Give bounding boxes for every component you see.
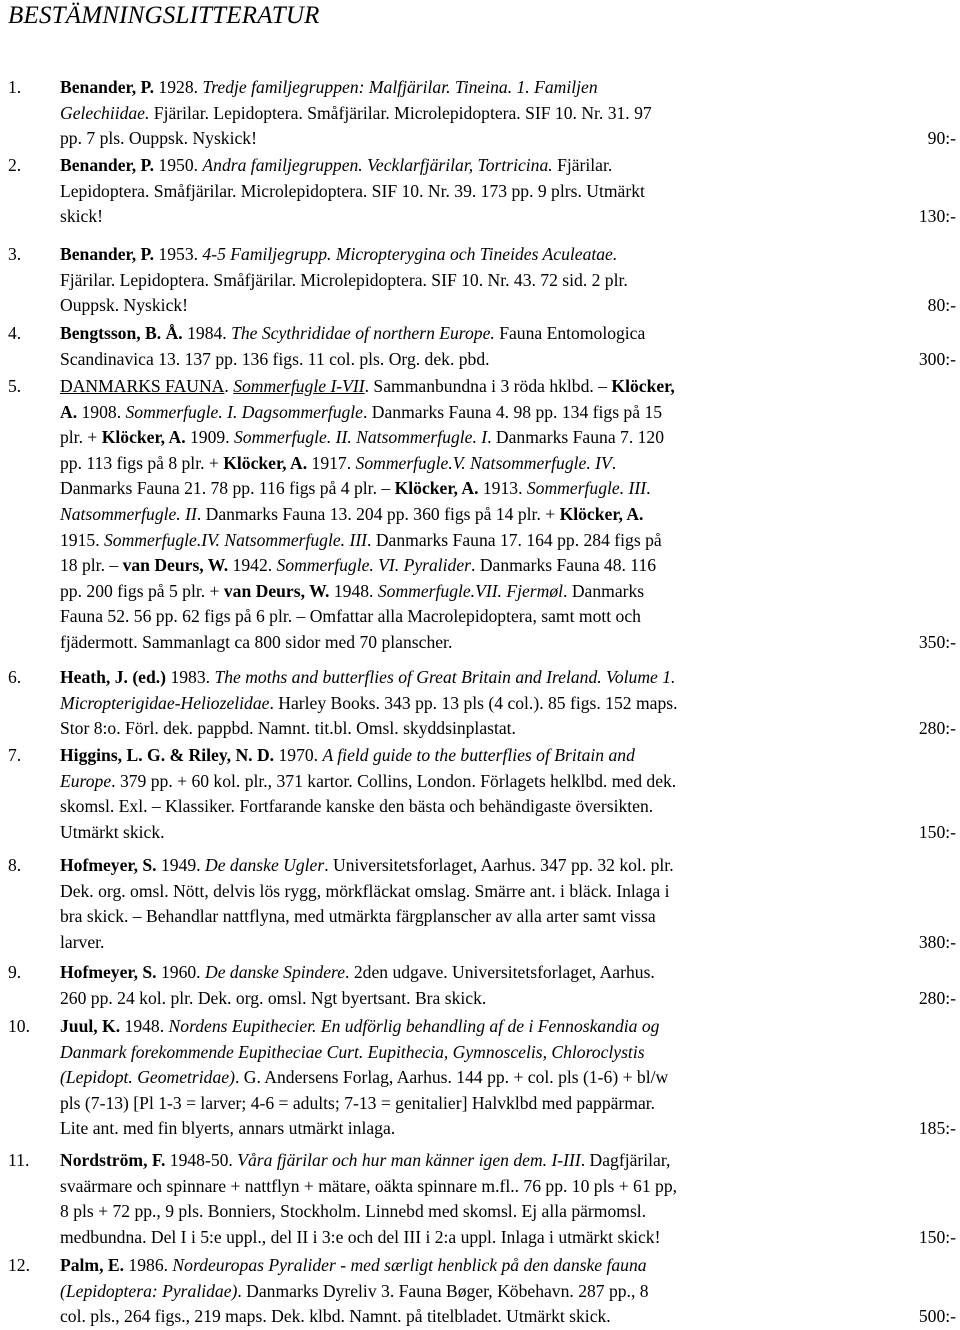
entry-line [60,604,830,630]
entry-segment: . Danmarks Dyreliv 3. Fauna Bøger, Köbehavn. 287 pp., 8 [237,1280,649,1301]
entry-line [60,374,830,400]
entry-segment: DANMARKS FAUNA [60,376,225,396]
entry-segment: pp. 113 figs på 8 plr. + [60,452,224,473]
entry-segment: 1948-50. [165,1150,238,1170]
entry-segment: . G. Andersens Forlag, Aarhus. 144 pp. + col. pls (1-6) + bl/w [234,1067,669,1088]
entry-line [60,1304,830,1330]
entry-line [60,691,830,717]
book-title: Andra familjegruppen. Vecklarfjärilar, Tortricina. [202,155,553,175]
entry-line [60,1014,830,1040]
entry-segment: 260 pp. 24 kol. plr. Dek. org. omsl. Ngt byertsant. Bra skick. [60,987,487,1008]
author-name: Hofmeyer, S. [60,962,157,982]
entry-price: 90:- [927,128,956,149]
entry-text [60,153,830,230]
entry-line [60,579,830,605]
entry-line [60,794,830,820]
entry-line [60,400,830,426]
entry-number: 4. [8,323,22,343]
entry-segment: 1942. [228,555,277,576]
entry-segment: . Danmarks Fauna 4. 98 pp. 134 figs på 15 [362,401,663,422]
entry-line [60,1225,830,1251]
entry-segment: Lepidoptera. Småfjärilar. Microlepidoptera. SIF 10. Nr. 39. 173 pp. 9 plrs. Utmärkt [60,180,645,201]
entry-line [60,986,830,1012]
entry-number: 6. [8,667,22,687]
entry-line [60,1174,830,1200]
entry-number: 7. [8,745,22,765]
entry-text [60,853,830,955]
entry-text [60,665,830,742]
entry-segment: . Sammanbundna i 3 röda hklbd. – [364,376,612,396]
entry-segment: Scandinavica 13. 137 pp. 136 figs. 11 col. pls. Org. dek. pbd. [60,348,490,369]
entry-segment: 1970. [274,745,323,765]
author-name: Klöcker, A. [101,427,186,448]
book-title: Våra fjärilar och hur man känner igen dem. I-III [237,1150,581,1170]
entry-segment: . Danmarks Fauna 48. 116 [471,555,657,576]
entry-text [60,321,830,372]
entry-price: 185:- [918,1118,956,1139]
entry-segment: larver. [60,931,105,952]
book-title: (Lepidopt. Geometridae) [60,1067,235,1088]
entry-text [60,960,830,1011]
entry-price: 130:- [918,206,956,227]
entry-segment: skomsl. Exl. – Klassiker. Fortfarande kanske den bästa och behändigaste översikten. [60,796,654,817]
entry-segment: Stor 8:o. Förl. dek. pappbd. Namnt. tit.bl. Omsl. skyddsinplastat. [60,718,516,739]
author-name: Juul, K. [60,1016,121,1036]
entry-line [60,1253,830,1279]
entry-segment: pp. 200 figs på 5 plr. + [60,580,224,601]
book-title: Sommerfugle. VI. Pyralider [276,555,472,576]
book-title: Nordeuropas Pyralider - med særligt henblick på den danske fauna [172,1255,647,1275]
entry-segment: 1983. [166,667,215,687]
entry-segment: col. pls., 264 figs., 219 maps. Dek. klbd. Namnt. på titelbladet. Utmärkt skick. [60,1306,611,1327]
entry-price: 150:- [918,1226,956,1247]
book-title: Sommerfugle.V. Natsommerfugle. IV [355,452,612,473]
entry-line [60,1279,830,1305]
entry-segment: . Harley Books. 343 pp. 13 pls (4 col.). 85 figs. 152 maps. [269,692,678,713]
entry-line [60,820,830,846]
entry-segment: . Dagfjärilar, [580,1150,671,1170]
entry-line [60,75,830,101]
entry-line [60,425,830,451]
entry-text [60,1014,830,1142]
entry-segment: 8 pls + 72 pp., 9 pls. Bonniers, Stockholm. Linnebd med skomsl. Ej alla pärmomsl. [60,1201,647,1222]
entry-line [60,904,830,930]
author-name: Higgins, L. G. & Riley, N. D. [60,745,275,765]
entry-segment: pls (7-13) [Pl 1-3 = larver; 4-6 = adults; 7-13 = genitalier] Halvklbd med pappärmar. [60,1092,656,1113]
entry-segment: medbundna. Del I i 5:e uppl., del II i 3:e och del III i 2:a uppl. Inlaga i utmärkt skick! [60,1226,661,1247]
entry-segment: . Danmarks Fauna 7. 120 [487,427,665,448]
entry-segment: fjädermott. Sammanlagt ca 800 sidor med 70 planscher. [60,631,453,652]
entry-segment: 1928. [154,77,203,97]
entry-line [60,716,830,742]
entry-segment: Fjärilar. Lepidoptera. Småfjärilar. Microlepidoptera. SIF 10. Nr. 43. 72 sid. 2 plr. [60,269,628,290]
book-title: The moths and butterflies of Great Britain and Ireland. Volume 1. [214,667,676,687]
entry-number: 2. [8,155,22,175]
book-title: Nordens Eupithecier. En udförlig behandling af de i Fennoskandia og [168,1016,660,1036]
book-title: Danmark forekommende Eupitheciae Curt. Eupithecia, Gymnoscelis, Chloroclystis [60,1041,645,1062]
entry-price: 380:- [918,931,956,952]
entry-segment: . Danmarks Fauna 17. 164 pp. 284 figs på [367,529,662,550]
author-name: Klöcker, [611,376,675,396]
entry-segment: 1950. [154,155,203,175]
entry-line [60,1199,830,1225]
book-title: Gelechiidae. [60,102,150,123]
author-name: van Deurs, W. [122,555,229,576]
entry-line [60,268,830,294]
book-title: Sommerfugle. III [526,478,647,499]
book-title: Sommerfugle. II. Natsommerfugle. I [234,427,488,448]
entry-segment: 1953. [154,244,203,264]
book-title: (Lepidoptera: Pyralidae) [60,1280,238,1301]
entry-segment: 1960. [156,962,205,982]
book-title: Sommerfugle.IV. Natsommerfugle. III [103,529,368,550]
author-name: A. [60,401,78,422]
author-name: Nordström, F. [60,1150,166,1170]
author-name: Benander, P. [60,77,155,97]
entry-number: 10. [8,1016,30,1036]
book-title: De danske Spindere [204,962,346,982]
entry-segment: Fjärilar. [552,155,613,175]
entry-line [60,630,830,656]
entry-number: 12. [8,1255,30,1275]
entry-segment: Fjärilar. Lepidoptera. Småfjärilar. Microlepidoptera. SIF 10. Nr. 31. 97 [149,102,652,123]
entry-line [60,930,830,956]
book-title: Sommerfugle. I. Dagsommerfugle [125,401,363,422]
entry-segment: 1984. [182,323,232,343]
book-title: A field guide to the butterflies of Britain and [322,745,635,765]
entry-text [60,743,830,845]
author-name: Benander, P. [60,244,155,264]
entry-text [60,75,830,152]
entry-segment: 1949. [156,855,205,875]
entry-segment: Ouppsk. Nyskick! [60,295,189,316]
entry-segment: plr. + [60,427,102,448]
entry-segment: skick! [60,206,103,227]
book-title: Sommerfugle I-VII [233,376,365,396]
entry-number: 5. [8,376,22,396]
entry-segment: Fauna 52. 56 pp. 62 figs på 6 plr. – Omfattar alla Macrolepidoptera, samt mott och [60,606,641,627]
entry-price: 80:- [927,295,956,316]
entry-text [60,1253,830,1330]
entry-line [60,528,830,554]
entry-segment: bra skick. – Behandlar nattflyna, med utmärkta färgplanscher av alla arter samt vissa [60,906,656,927]
entry-line [60,204,830,230]
author-name: Benander, P. [60,155,155,175]
entry-segment: . [646,478,651,499]
page-title: BESTÄMNINGSLITTERATUR [8,2,320,29]
entry-segment: Utmärkt skick. [60,821,165,842]
author-name: Hofmeyer, S. [60,855,157,875]
author-name: Klöcker, A. [559,503,644,524]
entry-segment: 1913. [478,478,527,499]
entry-text [60,1148,830,1250]
entry-line [60,853,830,879]
entry-price: 500:- [918,1306,956,1327]
author-name: Heath, J. (ed.) [60,667,167,687]
entry-number: 8. [8,855,22,875]
entry-line [60,960,830,986]
entry-line [60,502,830,528]
entry-line [60,1116,830,1142]
entry-line [60,242,830,268]
entry-line [60,1065,830,1091]
entry-segment: . Universitetsforlaget, Aarhus. 347 pp. 32 kol. plr. [324,855,674,875]
book-title: Tredje familjegruppen: Malfjärilar. Tineina. 1. Familjen [202,77,598,97]
entry-segment: 1909. [185,427,234,448]
entry-segment: 1948. [329,580,378,601]
author-name: Bengtsson, B. Å. [60,323,183,343]
entry-segment: 1915. [60,529,104,550]
entry-line [60,769,830,795]
entry-segment: 18 plr. – [60,555,123,576]
entry-segment: . Danmarks Fauna 13. 204 pp. 360 figs på 14 plr. + [196,503,560,524]
entry-segment: Fauna Entomologica [494,323,646,343]
book-title: Natsommerfugle. II [60,503,197,524]
entry-line [60,1040,830,1066]
entry-price: 350:- [918,632,956,652]
entry-segment: Danmarks Fauna 21. 78 pp. 116 figs på 4 plr. – [60,478,395,499]
entry-line [60,126,830,152]
entry-segment: . [224,376,234,396]
entry-price: 300:- [918,348,956,369]
entry-line [60,101,830,127]
entry-segment: . [611,452,617,473]
entry-price: 280:- [918,718,956,739]
author-name: Klöcker, A. [394,478,479,499]
entry-line [60,743,830,769]
entry-line [60,1148,830,1174]
entry-line [60,153,830,179]
entry-text [60,242,830,319]
entry-line [60,476,830,502]
book-title: The Scythrididae of northern Europe. [231,323,495,343]
entry-line [60,179,830,205]
entry-text [60,374,830,656]
entry-segment: . Danmarks [563,580,645,601]
book-title: Micropterigidae-Heliozelidae [60,692,270,713]
entry-price: 280:- [918,987,956,1008]
entry-line [60,451,830,477]
entry-segment: . 2den udgave. Universitetsforlaget, Aarhus. [345,962,655,982]
entry-line [60,321,830,347]
entry-number: 11. [8,1150,30,1170]
book-title: Sommerfugle.VII. Fjermøl [377,580,564,601]
entry-line [60,553,830,579]
entry-segment: 1908. [77,401,126,422]
entry-segment: 1986. [124,1255,173,1275]
entry-segment: svaärmare och spinnare + nattflyn + mätare, oäkta spinnare m.fl.. 76 pp. 10 pls + 61 pp, [60,1175,678,1196]
entry-number: 9. [8,962,22,982]
entry-line [60,665,830,691]
author-name: Palm, E. [60,1255,125,1275]
book-title: De danske Ugler [204,855,325,875]
entry-line [60,347,830,373]
entry-segment: pp. 7 pls. Ouppsk. Nyskick! [60,128,257,149]
entry-line [60,1091,830,1117]
entry-segment: 1917. [307,452,356,473]
entry-price: 150:- [918,821,956,842]
entry-line [60,879,830,905]
entry-segment: Lite ant. med fin blyerts, annars utmärkt inlaga. [60,1118,396,1139]
author-name: Klöcker, A. [223,452,308,473]
entry-number: 3. [8,244,22,264]
entry-line [60,293,830,319]
author-name: van Deurs, W. [223,580,330,601]
book-title: 4-5 Familjegrupp. Micropterygina och Tineides Aculeatae. [202,244,618,264]
entry-segment: . 379 pp. + 60 kol. plr., 371 kartor. Collins, London. Förlagets helklbd. med dek. [111,770,677,791]
entry-number: 1. [8,77,22,97]
book-title: Europe [60,770,112,791]
entry-segment: Dek. org. omsl. Nött, delvis lös rygg, mörkfläckat omslag. Smärre ant. i bläck. Inlaga i [60,880,670,901]
entry-segment: 1948. [120,1016,169,1036]
